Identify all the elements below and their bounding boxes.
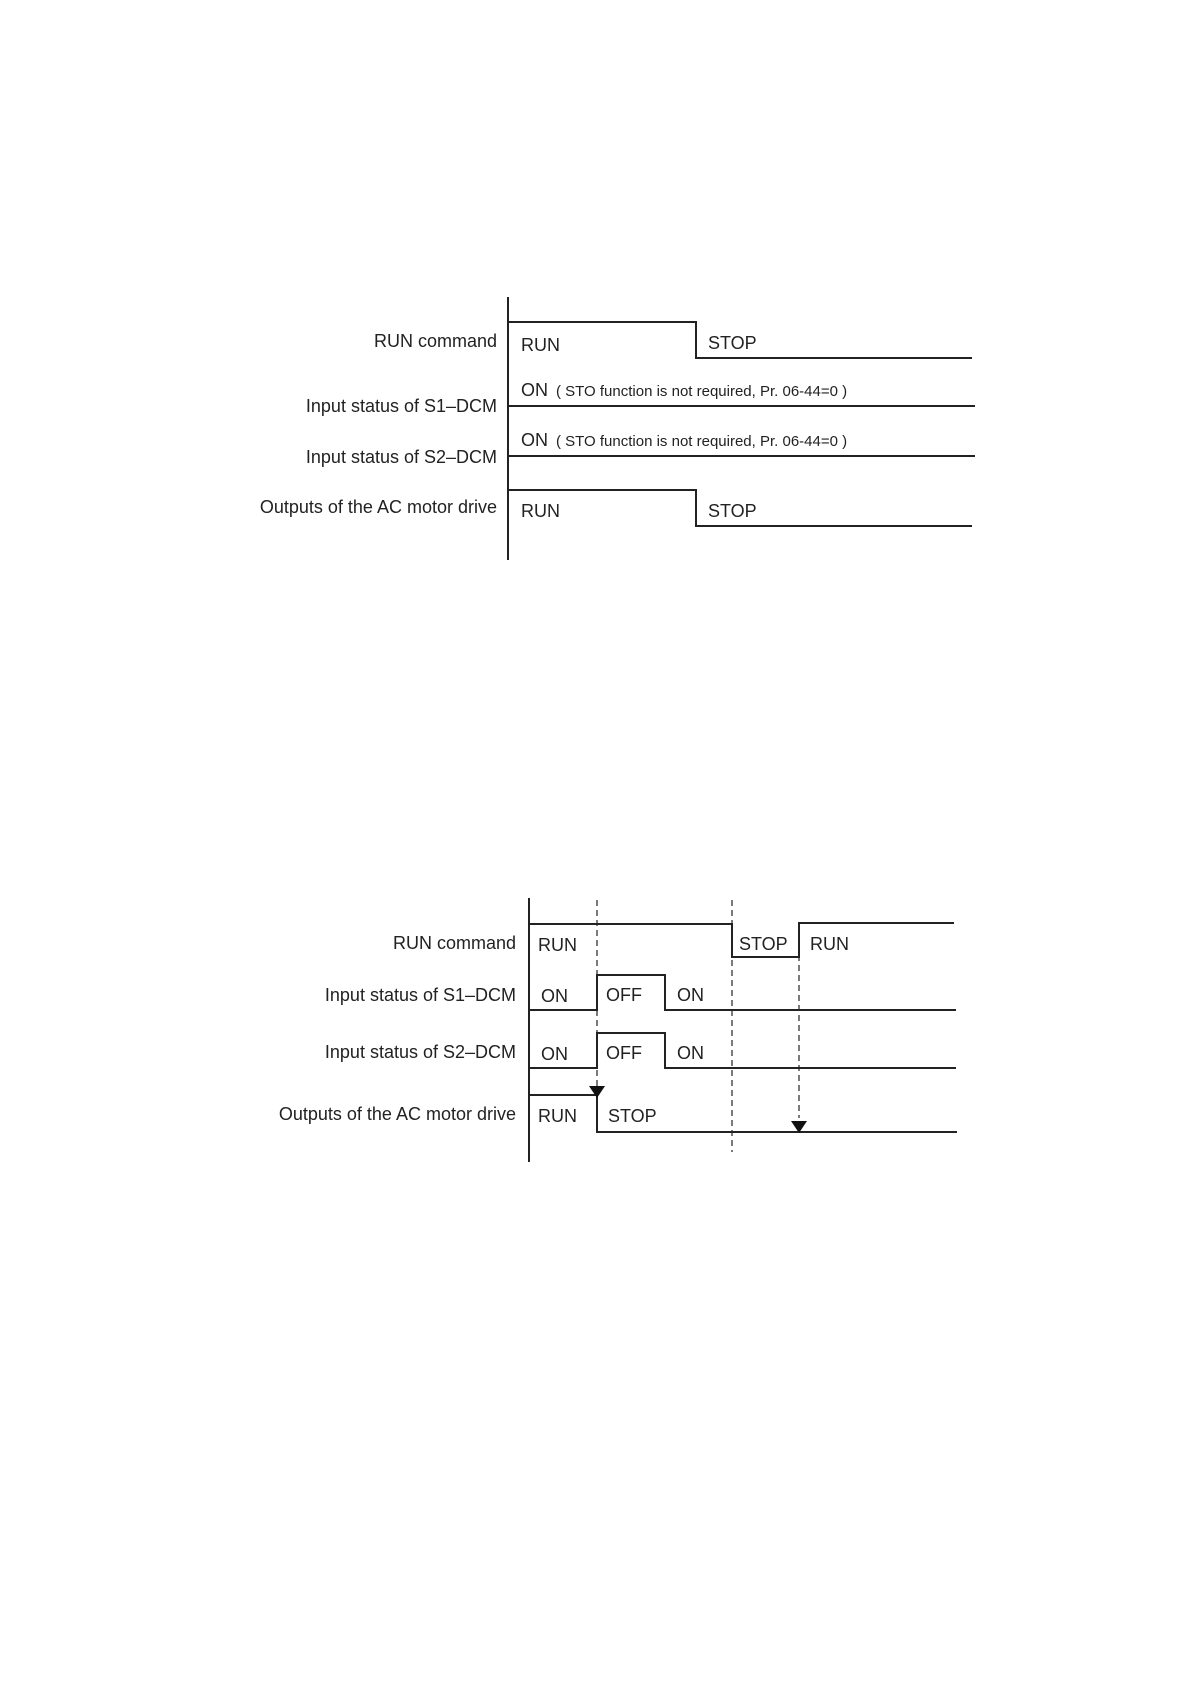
d1-run-command-run: RUN [521,335,560,355]
timing-diagram-1 [260,297,975,560]
d1-output-stop: STOP [708,501,757,521]
d2-label-output: Outputs of the AC motor drive [278,1104,516,1124]
d1-label-s2-dcm: Input status of S2–DCM [305,447,497,467]
d1-run-command-stop: STOP [708,333,757,353]
d2-run-command-run2: RUN [810,934,849,954]
d2-arrow-stop-trigger [589,1086,605,1098]
d2-label-run-command: RUN command [392,933,516,953]
d2-label-s1-dcm: Input status of S1–DCM [324,985,516,1005]
d2-s1-on: ON [541,986,568,1006]
d2-s1-on2: ON [677,985,704,1005]
d2-output-wave [529,1095,957,1132]
d2-run-command-run: RUN [538,935,577,955]
d2-run-command-stop: STOP [739,934,788,954]
d1-output-run: RUN [521,501,560,521]
d1-label-run-command: RUN command [373,331,497,351]
d1-s2-on: ON [521,430,548,450]
d2-s2-off: OFF [606,1043,642,1063]
d1-label-output: Outputs of the AC motor drive [259,497,497,517]
d1-s1-note: ( STO function is not required, Pr. 06-44=0 ) [556,383,848,400]
d2-s1-wave [529,975,956,1010]
d1-s2-note: ( STO function is not required, Pr. 06-44=0 ) [556,433,848,450]
d2-output-stop: STOP [608,1106,657,1126]
d1-label-s1-dcm: Input status of S1–DCM [305,396,497,416]
timing-diagram-2 [279,898,957,1162]
d2-s2-on2: ON [677,1043,704,1063]
d2-s1-off: OFF [606,985,642,1005]
d2-s2-wave [529,1033,956,1068]
d2-label-s2-dcm: Input status of S2–DCM [324,1042,516,1062]
d1-s1-on: ON [521,380,548,400]
d2-s2-on: ON [541,1044,568,1064]
d2-output-run: RUN [538,1106,577,1126]
